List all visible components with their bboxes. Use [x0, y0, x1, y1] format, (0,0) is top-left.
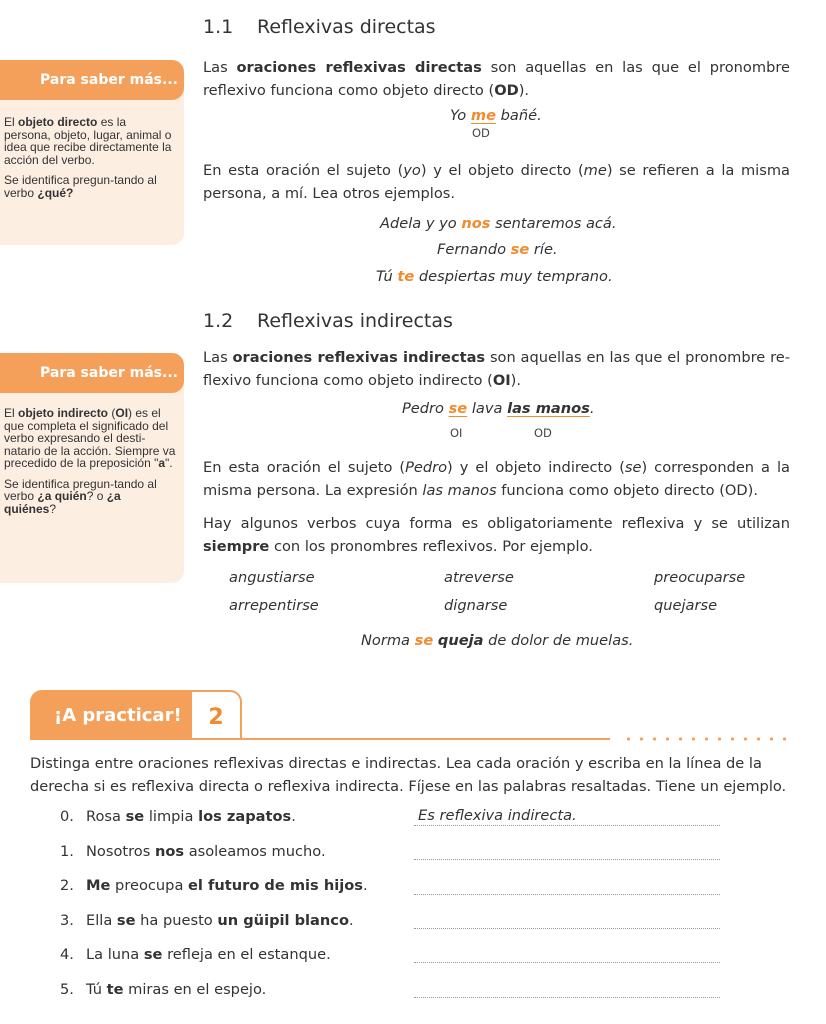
verb-item: dignarse	[444, 597, 508, 614]
text: ) se refieren a la misma persona, a mí. Lea otros ejemplos.	[203, 162, 791, 202]
example-indirect	[402, 400, 595, 417]
item-number: 2.	[60, 877, 74, 894]
obligatory-verbs-text	[203, 512, 790, 558]
section-heading-1-1	[203, 16, 436, 38]
exercise-item	[60, 843, 326, 860]
answer-line[interactable]	[414, 894, 720, 895]
text: miras en el espejo.	[123, 981, 267, 998]
example-item	[437, 241, 558, 258]
text: ) y el objeto indirecto (	[447, 459, 625, 476]
section2-explanation	[203, 456, 790, 502]
answer-line[interactable]	[414, 962, 720, 963]
verb-item: angustiarse	[229, 569, 315, 586]
italic-term: las manos	[422, 482, 497, 499]
bold-term: OI	[115, 406, 129, 420]
italic-term: Pedro	[405, 459, 448, 476]
verb: queja	[437, 632, 484, 649]
sidebar-info-box	[0, 353, 184, 583]
bold-term: OD	[494, 82, 519, 99]
divider-dots	[622, 737, 792, 741]
item-number: 4.	[60, 946, 74, 963]
verb-item: arrepentirse	[229, 597, 319, 614]
sidebar-heading: Para saber más...	[0, 60, 184, 100]
label-od: OD	[534, 426, 552, 440]
bold-term: un güipil blanco	[217, 912, 349, 929]
bold-term: se	[125, 808, 145, 825]
text: ".	[165, 456, 173, 470]
text: .	[348, 912, 354, 929]
bold-term: oraciones reflexivas indirectas	[232, 349, 486, 366]
text: Se identifica pregun-tando al verbo	[4, 476, 157, 503]
text: funciona como objeto directo (OD).	[496, 482, 758, 499]
practice-banner-label: ¡A practicar!	[30, 690, 192, 740]
bold-term: objeto indirecto	[18, 406, 109, 420]
verb-item: preocuparse	[654, 569, 746, 586]
text: Rosa	[86, 808, 126, 825]
text: Norma	[361, 632, 415, 649]
bold-term: Me	[86, 877, 111, 894]
section-number: 1.1	[203, 16, 234, 38]
text: Nosotros	[86, 843, 155, 860]
text: En esta oración el sujeto (	[203, 162, 404, 179]
exercise-item	[60, 877, 368, 894]
answer-line[interactable]	[414, 997, 720, 998]
text: Yo	[450, 107, 471, 124]
answer-line[interactable]	[414, 859, 720, 860]
sidebar-text	[4, 116, 176, 207]
sidebar-info-box	[0, 60, 184, 245]
item-number: 1.	[60, 843, 74, 860]
exercise-item	[60, 808, 296, 825]
pronoun: se	[414, 632, 434, 649]
text: Adela y yo	[380, 215, 462, 232]
bold-term: OI	[492, 372, 511, 389]
divider-line	[30, 738, 610, 740]
practice-instructions: Distinga entre oraciones reflexivas directas e indirectas. Lea cada oración y escriba en la línea de la derecha si es reflexiva directa o reflexiva indirecta. Fíjese en las palabras resaltadas. Tiene un ejemplo.	[30, 755, 787, 795]
text: sentaremos acá.	[490, 215, 617, 232]
answer-line[interactable]	[414, 825, 720, 826]
item-number: 3.	[60, 912, 74, 929]
text: asoleamos mucho.	[184, 843, 326, 860]
text: Tú	[376, 268, 398, 285]
item-number: 5.	[60, 981, 74, 998]
bold-term: el futuro de mis hijos	[188, 877, 363, 894]
italic-term: me	[583, 162, 607, 179]
text: Pedro	[402, 400, 449, 417]
verb-item: quejarse	[654, 597, 718, 614]
verb-item: atreverse	[444, 569, 514, 586]
text: Ella	[86, 912, 117, 929]
item-number: 0.	[60, 808, 74, 825]
text: Las	[203, 59, 237, 76]
pronoun: nos	[461, 215, 491, 232]
object: las manos	[507, 400, 590, 417]
section-number: 1.2	[203, 310, 234, 332]
text: es la persona, objeto, lugar, animal o idea que recibe directamente la acción del verbo.	[4, 115, 172, 167]
bold-term: nos	[154, 843, 185, 860]
text: Tú	[86, 981, 107, 998]
text: .	[291, 808, 296, 825]
text: ) y el objeto directo (	[420, 162, 584, 179]
italic-term: se	[624, 459, 642, 476]
italic-term: yo	[403, 162, 421, 179]
section2-intro	[203, 346, 790, 392]
bold-term: se	[116, 912, 136, 929]
label-od: OD	[472, 126, 490, 140]
practice-banner-number: 2	[192, 690, 242, 740]
section-heading-1-2	[203, 310, 453, 332]
example-direct	[450, 107, 542, 124]
exercise-item	[60, 946, 331, 963]
bold-term: los zapatos	[198, 808, 292, 825]
text: ?	[49, 501, 57, 516]
text: ) corresponden a la misma persona. La expresión	[203, 459, 790, 499]
text: lava	[467, 400, 508, 417]
text: El	[4, 115, 19, 129]
text: La luna	[86, 946, 144, 963]
sidebar-heading: Para saber más...	[0, 353, 184, 393]
exercise-item	[60, 981, 266, 998]
text: ha puesto	[135, 912, 218, 929]
bold-term: ¿qué?	[37, 185, 74, 200]
text: son aquellas en las que el pronombre re-flexivo funciona como objeto indirecto (	[203, 349, 790, 389]
bold-term: oraciones reflexivas directas	[236, 59, 482, 76]
text: .	[362, 877, 368, 894]
text: son aquellas en las que el pronombre reflexivo funciona como objeto directo (	[203, 59, 790, 99]
answer-line[interactable]	[414, 928, 720, 929]
pronoun: se	[510, 241, 530, 258]
text: despiertas muy temprano.	[414, 268, 613, 285]
pronoun: te	[397, 268, 415, 285]
text: preocupa	[110, 877, 189, 894]
sidebar-text	[4, 407, 176, 523]
bold-term: objeto directo	[18, 115, 98, 129]
example-item	[376, 268, 613, 285]
text: limpia	[144, 808, 199, 825]
text: En esta oración el sujeto (	[203, 459, 406, 476]
bold-term: se	[143, 946, 163, 963]
answer-example: Es reflexiva indirecta.	[418, 807, 577, 824]
text: (	[108, 406, 116, 420]
text: refleja en el estanque.	[162, 946, 331, 963]
pronoun: se	[448, 400, 468, 417]
text: ).	[510, 372, 522, 389]
practice-banner	[30, 690, 242, 740]
text: .	[589, 400, 595, 417]
bold-term: a	[158, 456, 166, 470]
example-item	[380, 215, 617, 232]
final-example	[361, 632, 633, 649]
bold-term: ¿a quién	[37, 489, 87, 503]
text: Fernando	[437, 241, 511, 258]
bold-term: siempre	[203, 538, 270, 555]
section1-intro	[203, 56, 790, 102]
section-title: Reflexivas indirectas	[257, 310, 453, 332]
text: ? o	[86, 489, 107, 503]
text: El	[4, 406, 19, 420]
text: Se identifica pregun-tando al verbo	[4, 173, 157, 200]
text: Hay algunos verbos cuya forma es obligatoriamente reflexiva y se utilizan	[203, 515, 790, 532]
section-title: Reflexivas directas	[257, 16, 436, 38]
text: con los pronombres reflexivos. Por ejemplo.	[269, 538, 593, 555]
pronoun: me	[470, 107, 496, 124]
label-oi: OI	[450, 426, 463, 440]
text: ríe.	[529, 241, 558, 258]
bold-term: te	[106, 981, 124, 998]
text: Las	[203, 349, 233, 366]
bold-term: ¿a quiénes	[4, 489, 121, 516]
text: ) es el que completa el significado del verbo expresando el desti-natario de la acción. Siempre va precedido de la preposición "	[4, 406, 176, 470]
text: de dolor de muelas.	[483, 632, 634, 649]
text: bañé.	[496, 107, 542, 124]
exercise-item	[60, 912, 354, 929]
text: ).	[518, 82, 530, 99]
section1-explanation	[203, 159, 790, 205]
